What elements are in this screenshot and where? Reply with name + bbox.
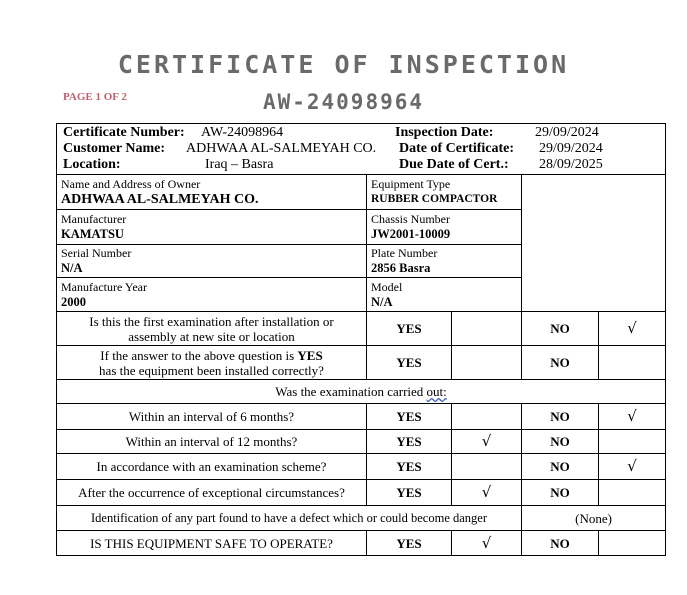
model-value: N/A (371, 294, 393, 309)
plate-value: 2856 Basra (371, 261, 431, 275)
question-row-exceptional (57, 480, 666, 506)
manufacturer-cell (57, 210, 367, 245)
serial-cell (57, 245, 367, 278)
location-value: Iraq – Basra (205, 157, 274, 172)
examination-heading-text: Was the examination carried (275, 384, 427, 399)
question-installed-yes: YES (297, 347, 323, 363)
no-tick-cell (599, 430, 666, 454)
date-cert-label: Date of Certificate: (399, 141, 515, 156)
question-installed (57, 346, 367, 380)
question-first-exam-line1: Is this the first examination after installation or (89, 313, 334, 329)
no-label: NO (522, 346, 599, 380)
inspection-table (56, 123, 666, 556)
owner-value: ADHWAA AL-SALMEYAH CO. (61, 192, 259, 207)
no-label: NO (522, 430, 599, 454)
inspection-date-value: 29/09/2024 (535, 125, 599, 140)
equipment-type-label: Equipment Type (371, 177, 451, 191)
question-safe: IS THIS EQUIPMENT SAFE TO OPERATE? (57, 531, 367, 556)
certificate-id-heading: AW-24098964 (262, 90, 425, 114)
yes-label: YES (367, 480, 452, 506)
check-icon: √ (452, 480, 522, 506)
page-number: PAGE 1 OF 2 (63, 91, 127, 103)
year-cell (57, 278, 367, 312)
no-label: NO (522, 404, 599, 430)
due-date-label: Due Date of Cert.: (399, 157, 509, 172)
question-exceptional: After the occurrence of exceptional circumstances? (57, 480, 367, 506)
check-icon: √ (452, 531, 522, 556)
yes-label: YES (367, 454, 452, 480)
question-row-6-months (57, 404, 666, 430)
no-tick-cell (599, 531, 666, 556)
serial-value: N/A (61, 261, 83, 275)
question-row-scheme (57, 454, 666, 480)
manufacturer-value: KAMATSU (61, 227, 124, 241)
check-icon: √ (452, 430, 522, 454)
manufacturer-label: Manufacturer (61, 212, 127, 226)
year-value: 2000 (61, 294, 86, 309)
question-installed-text: If the answer to the above question is (100, 347, 298, 363)
question-row-defect (57, 506, 666, 531)
question-6-months: Within an interval of 6 months? (57, 404, 367, 430)
year-label: Manufacture Year (61, 279, 147, 294)
yes-tick-cell (452, 404, 522, 430)
yes-label: YES (367, 312, 452, 346)
no-label: NO (522, 480, 599, 506)
check-icon: √ (599, 404, 666, 430)
yes-tick-cell (452, 312, 522, 346)
examination-heading (57, 380, 666, 404)
owner-cell (57, 175, 367, 210)
cert-number-value: AW-24098964 (201, 125, 284, 140)
equipment-type-value: RUBBER COMPACTOR (371, 193, 498, 205)
inspection-date-label: Inspection Date: (395, 125, 494, 140)
yes-label: YES (367, 430, 452, 454)
check-icon: √ (599, 312, 666, 346)
yes-label: YES (367, 346, 452, 380)
chassis-cell (367, 210, 522, 245)
chassis-label: Chassis Number (371, 212, 450, 226)
question-first-exam (57, 312, 367, 346)
plate-label: Plate Number (371, 246, 438, 260)
no-label: NO (522, 312, 599, 346)
customer-value: ADHWAA AL-SALMEYAH CO. (186, 141, 377, 156)
no-label: NO (522, 454, 599, 480)
blank-side-cell (522, 175, 666, 312)
yes-label: YES (367, 531, 452, 556)
serial-label: Serial Number (61, 246, 132, 260)
yes-tick-cell (452, 346, 522, 380)
cert-number-label: Certificate Number: (63, 125, 185, 140)
location-label: Location: (63, 157, 121, 172)
question-first-exam-line2: assembly at new site or location (128, 328, 295, 344)
question-row-first-exam (57, 312, 666, 346)
defect-answer: (None) (522, 506, 666, 531)
plate-cell (367, 245, 522, 278)
question-row-installed (57, 346, 666, 380)
question-installed-line2: has the equipment been installed correctly? (99, 362, 324, 378)
question-installed-line1 (61, 348, 362, 363)
date-cert-value: 29/09/2024 (539, 141, 603, 156)
model-cell (367, 278, 522, 312)
header-block (57, 124, 666, 175)
document-title: CERTIFICATE OF INSPECTION (117, 50, 570, 79)
check-icon: √ (599, 454, 666, 480)
question-defect: Identification of any part found to have a defect which or could become danger (57, 506, 522, 531)
no-label: NO (522, 531, 599, 556)
customer-label: Customer Name: (63, 141, 165, 156)
question-scheme: In accordance with an examination scheme? (57, 454, 367, 480)
owner-label: Name and Address of Owner (61, 177, 201, 191)
chassis-value: JW2001-10009 (371, 227, 451, 241)
no-tick-cell (599, 346, 666, 380)
question-row-safe (57, 531, 666, 556)
equipment-type-cell (367, 175, 522, 210)
question-12-months: Within an interval of 12 months? (57, 430, 367, 454)
question-row-12-months (57, 430, 666, 454)
model-label: Model (371, 279, 403, 294)
no-tick-cell (599, 480, 666, 506)
yes-label: YES (367, 404, 452, 430)
yes-tick-cell (452, 454, 522, 480)
due-date-value: 28/09/2025 (539, 157, 603, 172)
examination-heading-out: out: (426, 384, 447, 399)
